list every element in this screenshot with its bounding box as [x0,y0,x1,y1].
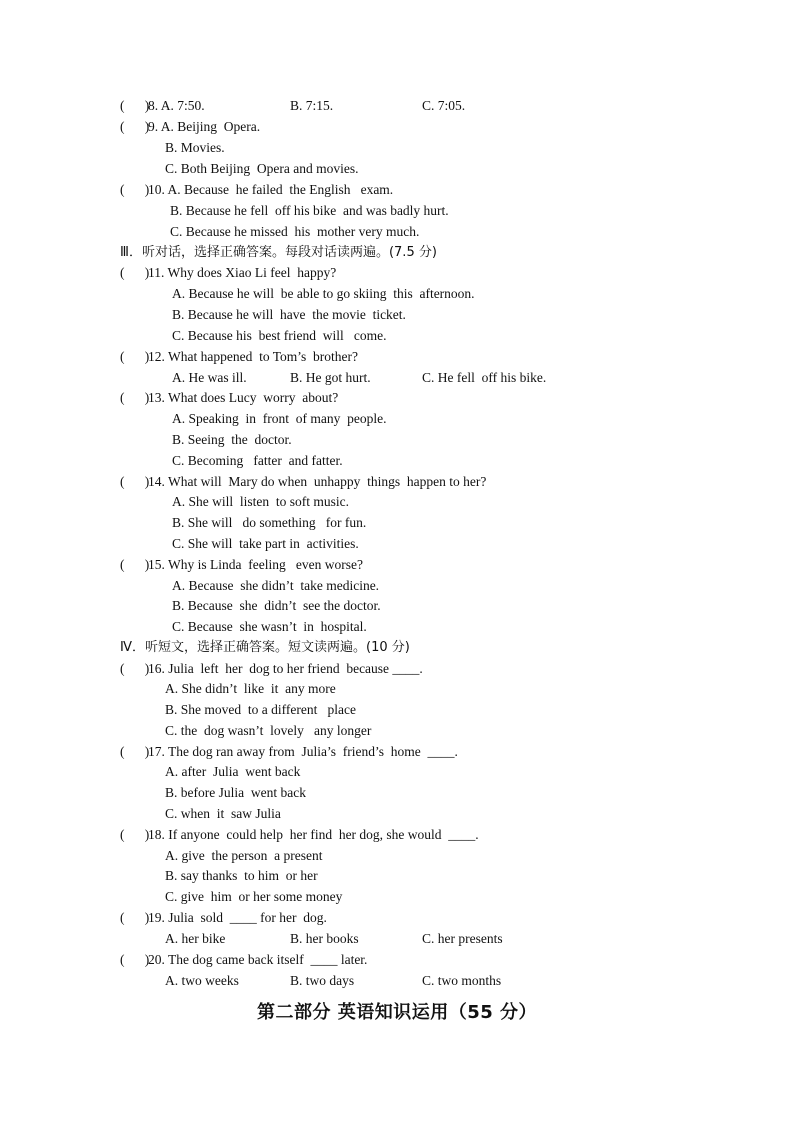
answer-paren[interactable]: ( ) [120,119,150,134]
question-stem: 9. A. Beijing Opera. [148,119,261,134]
option-a: A. her bike [165,931,226,946]
option-b: B. Because he will have the movie ticket. [172,307,406,322]
question-17 [0,742,458,762]
option-a: A. Because he will be able to go skiing this afternoon. [172,286,475,301]
question-9 [0,117,261,137]
option-c: C. Because she wasn’t in hospital. [172,619,367,634]
question-stem: 12. What happened to Tom’s brother? [148,349,359,364]
question-stem: 20. The dog came back itself ____ later. [148,952,368,967]
option-b: B. She moved to a different place [165,702,356,717]
question-12-options [0,368,547,388]
option-a: A. give the person a present [165,848,323,863]
option-a: A. Because she didn’t take medicine. [172,578,380,593]
question-stem: 15. Why is Linda feeling even worse? [148,557,363,572]
option-b: B. He got hurt. [290,370,371,385]
option-c: C. He fell off his bike. [422,370,547,385]
question-13 [0,388,339,408]
option-a: A. after Julia went back [165,764,301,779]
option-b: B. Because he fell off his bike and was badly hurt. [170,203,449,218]
option-c: C. when it saw Julia [165,806,281,821]
option-b: B. before Julia went back [165,785,306,800]
option-b: B. Movies. [165,140,225,155]
answer-paren[interactable]: ( ) [120,390,150,405]
option-b: B. 7:15. [290,98,334,113]
question-18 [0,825,479,845]
option-c: C. her presents [422,931,503,946]
option-c: C. give him or her some money [165,889,343,904]
question-stem: 11. Why does Xiao Li feel happy? [148,265,337,280]
option-c: C. the dog wasn’t lovely any longer [165,723,372,738]
answer-paren[interactable]: ( ) [120,557,150,572]
question-20 [0,950,368,970]
option-b: B. say thanks to him or her [165,868,318,883]
option-a: A. Speaking in front of many people. [172,411,387,426]
answer-paren[interactable]: ( ) [120,349,150,364]
question-15 [0,555,363,575]
question-20-options [0,971,502,991]
question-stem: 18. If anyone could help her find her dog, she would ____. [148,827,479,842]
answer-paren[interactable]: ( ) [120,661,150,676]
answer-paren[interactable]: ( ) [120,952,150,967]
question-stem: 14. What will Mary do when unhappy things happen to her? [148,474,487,489]
answer-paren[interactable]: ( ) [120,744,150,759]
option-a: A. She will listen to soft music. [172,494,349,509]
option-b: B. two days [290,973,355,988]
question-10 [0,180,394,200]
option-c: C. two months [422,973,502,988]
option-a: A. He was ill. [172,370,247,385]
option-c: C. Because he missed his mother very much. [170,224,420,239]
question-8 [0,96,466,116]
option-c: C. 7:05. [422,98,466,113]
question-11 [0,263,337,283]
question-12 [0,347,359,367]
answer-paren[interactable]: ( ) [120,827,150,842]
option-a: A. two weeks [165,973,239,988]
section-4-title: Ⅳ．听短文，选择正确答案。短文读两遍。(10 分) [120,640,410,655]
question-stem: 8. A. 7:50. [148,98,205,113]
question-14 [0,472,487,492]
question-19-options [0,929,503,949]
question-19 [0,908,327,928]
option-b: B. Seeing the doctor. [172,432,292,447]
answer-paren[interactable]: ( ) [120,182,150,197]
question-stem: 17. The dog ran away from Julia’s friend’s home ____. [148,744,458,759]
option-c: C. Becoming fatter and fatter. [172,453,343,468]
section-3-title: Ⅲ．听对话，选择正确答案。每段对话读两遍。(7.5 分) [120,245,437,260]
question-stem: 19. Julia sold ____ for her dog. [148,910,327,925]
option-c: C. Because his best friend will come. [172,328,387,343]
question-16 [0,659,423,679]
option-a: A. She didn’t like it any more [165,681,336,696]
option-c: C. She will take part in activities. [172,536,359,551]
part-2-title: 第二部分 英语知识运用（55 分） [256,1002,538,1023]
question-stem: 10. A. Because he failed the English exam. [148,182,394,197]
question-stem: 16. Julia left her dog to her friend because ____. [148,661,423,676]
option-b: B. her books [290,931,359,946]
answer-paren[interactable]: ( ) [120,98,150,113]
answer-paren[interactable]: ( ) [120,910,150,925]
option-b: B. Because she didn’t see the doctor. [172,598,381,613]
answer-paren[interactable]: ( ) [120,265,150,280]
option-c: C. Both Beijing Opera and movies. [165,161,359,176]
option-b: B. She will do something for fun. [172,515,367,530]
question-stem: 13. What does Lucy worry about? [148,390,339,405]
answer-paren[interactable]: ( ) [120,474,150,489]
